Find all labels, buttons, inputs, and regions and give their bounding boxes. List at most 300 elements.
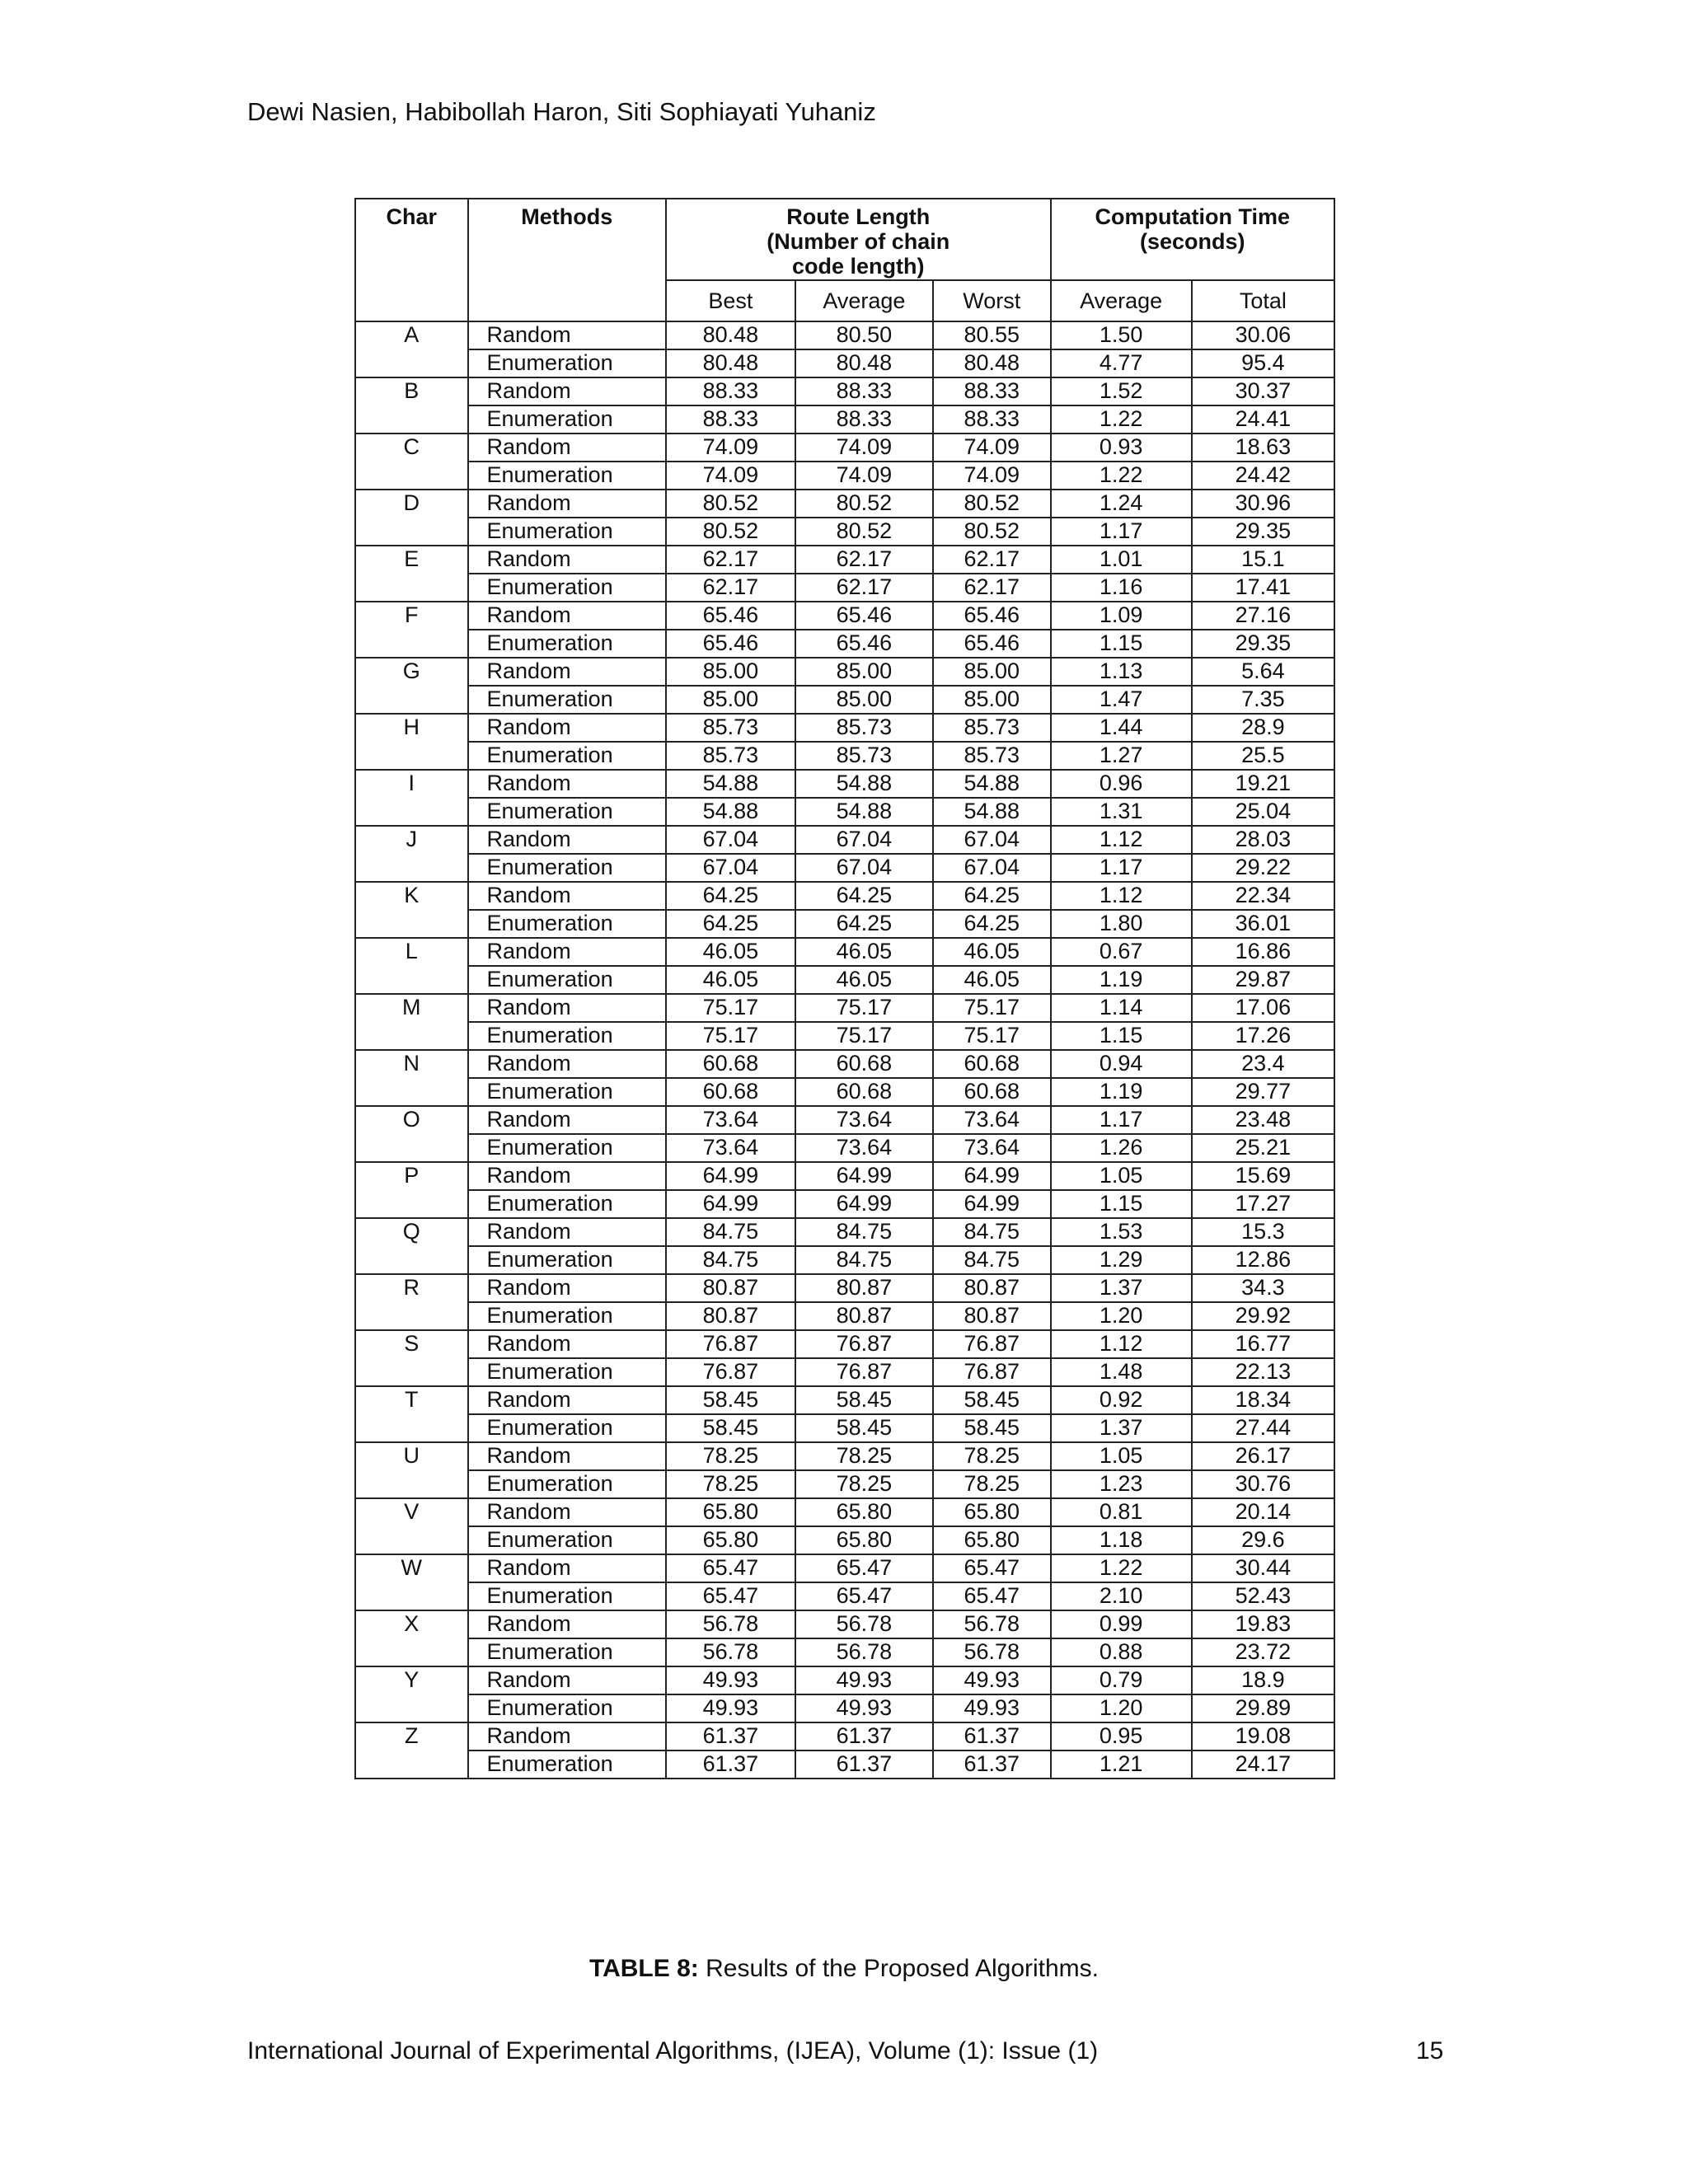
worst-cell: 85.00 xyxy=(933,686,1051,714)
average-cell: 62.17 xyxy=(795,546,933,574)
average-cell: 62.17 xyxy=(795,574,933,602)
time-avg-cell: 1.01 xyxy=(1051,546,1192,574)
method-cell: Enumeration xyxy=(468,518,666,546)
worst-cell: 85.00 xyxy=(933,658,1051,686)
table-row xyxy=(355,546,1334,574)
time-avg-cell: 1.14 xyxy=(1051,994,1192,1022)
time-avg-cell: 0.99 xyxy=(1051,1610,1192,1638)
average-cell: 64.99 xyxy=(795,1190,933,1218)
journal-footer: International Journal of Experimental Algorithms, (IJEA), Volume (1): Issue (1) xyxy=(247,2037,1099,2064)
table-row xyxy=(355,1610,1334,1638)
average-cell: 49.93 xyxy=(795,1666,933,1694)
table-row xyxy=(355,1050,1334,1078)
total-cell: 15.1 xyxy=(1192,546,1334,574)
table-row xyxy=(355,1218,1334,1246)
table-row xyxy=(355,910,1334,938)
worst-cell: 58.45 xyxy=(933,1414,1051,1442)
worst-cell: 80.52 xyxy=(933,518,1051,546)
total-cell: 25.04 xyxy=(1192,798,1334,826)
time-avg-cell: 1.13 xyxy=(1051,658,1192,686)
total-cell: 29.87 xyxy=(1192,966,1334,994)
best-cell: 74.09 xyxy=(666,462,795,490)
best-cell: 65.47 xyxy=(666,1582,795,1610)
worst-cell: 61.37 xyxy=(933,1750,1051,1779)
average-cell: 64.25 xyxy=(795,910,933,938)
worst-cell: 65.47 xyxy=(933,1582,1051,1610)
best-cell: 85.00 xyxy=(666,658,795,686)
table-row xyxy=(355,658,1334,686)
method-cell: Random xyxy=(468,994,666,1022)
method-cell: Random xyxy=(468,321,666,349)
best-cell: 80.48 xyxy=(666,349,795,377)
header-route-length-text: Route Length (Number of chain code length) xyxy=(767,204,950,279)
average-cell: 58.45 xyxy=(795,1386,933,1414)
average-cell: 75.17 xyxy=(795,1022,933,1050)
time-avg-cell: 1.17 xyxy=(1051,854,1192,882)
time-avg-cell: 0.95 xyxy=(1051,1722,1192,1750)
worst-cell: 56.78 xyxy=(933,1638,1051,1666)
table-row xyxy=(355,1694,1334,1722)
table-row xyxy=(355,321,1334,349)
header-computation-time-text: Computation Time (seconds) xyxy=(1095,204,1291,255)
header-route-length xyxy=(666,199,1051,280)
total-cell: 7.35 xyxy=(1192,686,1334,714)
worst-cell: 85.73 xyxy=(933,742,1051,770)
worst-cell: 49.93 xyxy=(933,1694,1051,1722)
best-cell: 85.00 xyxy=(666,686,795,714)
worst-cell: 54.88 xyxy=(933,770,1051,798)
running-header: Dewi Nasien, Habibollah Haron, Siti Sophiayati Yuhaniz xyxy=(247,97,876,126)
time-avg-cell: 1.48 xyxy=(1051,1358,1192,1386)
char-cell: H xyxy=(355,714,468,770)
char-cell: K xyxy=(355,882,468,938)
total-cell: 22.34 xyxy=(1192,882,1334,910)
method-cell: Random xyxy=(468,1554,666,1582)
char-cell: N xyxy=(355,1050,468,1106)
best-cell: 46.05 xyxy=(666,938,795,966)
char-cell: A xyxy=(355,321,468,377)
method-cell: Random xyxy=(468,882,666,910)
time-avg-cell: 1.19 xyxy=(1051,1078,1192,1106)
page-number: 15 xyxy=(1416,2037,1444,2064)
method-cell: Random xyxy=(468,770,666,798)
char-cell: L xyxy=(355,938,468,994)
method-cell: Random xyxy=(468,602,666,630)
average-cell: 64.99 xyxy=(795,1162,933,1190)
best-cell: 80.87 xyxy=(666,1274,795,1302)
table-row xyxy=(355,1386,1334,1414)
method-cell: Enumeration xyxy=(468,1470,666,1498)
average-cell: 46.05 xyxy=(795,966,933,994)
method-cell: Random xyxy=(468,434,666,462)
total-cell: 30.06 xyxy=(1192,321,1334,349)
worst-cell: 84.75 xyxy=(933,1246,1051,1274)
time-avg-cell: 1.37 xyxy=(1051,1414,1192,1442)
total-cell: 17.26 xyxy=(1192,1022,1334,1050)
method-cell: Enumeration xyxy=(468,405,666,434)
time-avg-cell: 1.05 xyxy=(1051,1162,1192,1190)
best-cell: 65.80 xyxy=(666,1498,795,1526)
method-cell: Enumeration xyxy=(468,1358,666,1386)
method-cell: Enumeration xyxy=(468,1022,666,1050)
char-cell: O xyxy=(355,1106,468,1162)
best-cell: 64.99 xyxy=(666,1162,795,1190)
best-cell: 88.33 xyxy=(666,405,795,434)
time-avg-cell: 1.16 xyxy=(1051,574,1192,602)
average-cell: 61.37 xyxy=(795,1750,933,1779)
table-row xyxy=(355,490,1334,518)
time-avg-cell: 4.77 xyxy=(1051,349,1192,377)
time-avg-cell: 1.37 xyxy=(1051,1274,1192,1302)
average-cell: 80.50 xyxy=(795,321,933,349)
table-row xyxy=(355,1246,1334,1274)
method-cell: Enumeration xyxy=(468,854,666,882)
total-cell: 5.64 xyxy=(1192,658,1334,686)
char-cell: M xyxy=(355,994,468,1050)
time-avg-cell: 1.18 xyxy=(1051,1526,1192,1554)
worst-cell: 65.80 xyxy=(933,1498,1051,1526)
total-cell: 19.21 xyxy=(1192,770,1334,798)
table-row xyxy=(355,1722,1334,1750)
method-cell: Random xyxy=(468,1666,666,1694)
table-row xyxy=(355,434,1334,462)
total-cell: 19.08 xyxy=(1192,1722,1334,1750)
method-cell: Random xyxy=(468,1162,666,1190)
time-avg-cell: 0.92 xyxy=(1051,1386,1192,1414)
average-cell: 80.52 xyxy=(795,490,933,518)
total-cell: 19.83 xyxy=(1192,1610,1334,1638)
time-avg-cell: 1.15 xyxy=(1051,630,1192,658)
table-row xyxy=(355,882,1334,910)
time-avg-cell: 1.50 xyxy=(1051,321,1192,349)
average-cell: 80.48 xyxy=(795,349,933,377)
best-cell: 85.73 xyxy=(666,714,795,742)
header-char: Char xyxy=(355,199,468,321)
total-cell: 17.41 xyxy=(1192,574,1334,602)
time-avg-cell: 0.79 xyxy=(1051,1666,1192,1694)
worst-cell: 65.46 xyxy=(933,630,1051,658)
best-cell: 49.93 xyxy=(666,1666,795,1694)
best-cell: 58.45 xyxy=(666,1414,795,1442)
method-cell: Enumeration xyxy=(468,1638,666,1666)
time-avg-cell: 1.12 xyxy=(1051,882,1192,910)
method-cell: Enumeration xyxy=(468,1750,666,1779)
total-cell: 15.69 xyxy=(1192,1162,1334,1190)
total-cell: 30.76 xyxy=(1192,1470,1334,1498)
char-cell: C xyxy=(355,434,468,490)
table-row xyxy=(355,854,1334,882)
worst-cell: 84.75 xyxy=(933,1218,1051,1246)
average-cell: 67.04 xyxy=(795,854,933,882)
worst-cell: 60.68 xyxy=(933,1078,1051,1106)
total-cell: 36.01 xyxy=(1192,910,1334,938)
best-cell: 84.75 xyxy=(666,1218,795,1246)
average-cell: 88.33 xyxy=(795,377,933,405)
time-avg-cell: 0.94 xyxy=(1051,1050,1192,1078)
average-cell: 75.17 xyxy=(795,994,933,1022)
average-cell: 65.46 xyxy=(795,602,933,630)
average-cell: 73.64 xyxy=(795,1134,933,1162)
best-cell: 73.64 xyxy=(666,1134,795,1162)
method-cell: Random xyxy=(468,658,666,686)
worst-cell: 65.80 xyxy=(933,1526,1051,1554)
best-cell: 62.17 xyxy=(666,546,795,574)
best-cell: 64.25 xyxy=(666,882,795,910)
method-cell: Random xyxy=(468,1442,666,1470)
worst-cell: 75.17 xyxy=(933,994,1051,1022)
best-cell: 75.17 xyxy=(666,994,795,1022)
caption-text: Results of the Proposed Algorithms. xyxy=(706,1955,1100,1982)
worst-cell: 80.48 xyxy=(933,349,1051,377)
header-best: Best xyxy=(666,280,795,321)
table-row xyxy=(355,714,1334,742)
table-row xyxy=(355,377,1334,405)
header-time-average: Average xyxy=(1051,280,1192,321)
best-cell: 64.99 xyxy=(666,1190,795,1218)
time-avg-cell: 1.19 xyxy=(1051,966,1192,994)
table-caption xyxy=(0,1955,1688,1983)
table-row xyxy=(355,994,1334,1022)
average-cell: 78.25 xyxy=(795,1470,933,1498)
worst-cell: 80.87 xyxy=(933,1274,1051,1302)
time-avg-cell: 1.17 xyxy=(1051,518,1192,546)
method-cell: Enumeration xyxy=(468,1694,666,1722)
time-avg-cell: 1.26 xyxy=(1051,1134,1192,1162)
best-cell: 67.04 xyxy=(666,854,795,882)
method-cell: Enumeration xyxy=(468,798,666,826)
average-cell: 73.64 xyxy=(795,1106,933,1134)
total-cell: 15.3 xyxy=(1192,1218,1334,1246)
worst-cell: 62.17 xyxy=(933,546,1051,574)
method-cell: Enumeration xyxy=(468,1246,666,1274)
method-cell: Random xyxy=(468,1610,666,1638)
char-cell: Q xyxy=(355,1218,468,1274)
char-cell: X xyxy=(355,1610,468,1666)
table-row xyxy=(355,1162,1334,1190)
worst-cell: 46.05 xyxy=(933,966,1051,994)
table-row xyxy=(355,462,1334,490)
worst-cell: 88.33 xyxy=(933,377,1051,405)
char-cell: T xyxy=(355,1386,468,1442)
total-cell: 26.17 xyxy=(1192,1442,1334,1470)
total-cell: 24.17 xyxy=(1192,1750,1334,1779)
total-cell: 27.44 xyxy=(1192,1414,1334,1442)
average-cell: 65.47 xyxy=(795,1582,933,1610)
total-cell: 30.37 xyxy=(1192,377,1334,405)
header-total: Total xyxy=(1192,280,1334,321)
best-cell: 74.09 xyxy=(666,434,795,462)
average-cell: 67.04 xyxy=(795,826,933,854)
average-cell: 80.52 xyxy=(795,518,933,546)
best-cell: 58.45 xyxy=(666,1386,795,1414)
table-row xyxy=(355,1414,1334,1442)
char-cell: Z xyxy=(355,1722,468,1779)
char-cell: V xyxy=(355,1498,468,1554)
time-avg-cell: 1.20 xyxy=(1051,1694,1192,1722)
worst-cell: 54.88 xyxy=(933,798,1051,826)
total-cell: 18.63 xyxy=(1192,434,1334,462)
total-cell: 25.21 xyxy=(1192,1134,1334,1162)
best-cell: 61.37 xyxy=(666,1750,795,1779)
total-cell: 95.4 xyxy=(1192,349,1334,377)
time-avg-cell: 1.09 xyxy=(1051,602,1192,630)
total-cell: 18.9 xyxy=(1192,1666,1334,1694)
table-row xyxy=(355,1078,1334,1106)
worst-cell: 67.04 xyxy=(933,854,1051,882)
time-avg-cell: 1.22 xyxy=(1051,1554,1192,1582)
method-cell: Random xyxy=(468,1386,666,1414)
best-cell: 67.04 xyxy=(666,826,795,854)
worst-cell: 64.99 xyxy=(933,1190,1051,1218)
header-worst: Worst xyxy=(933,280,1051,321)
method-cell: Random xyxy=(468,377,666,405)
time-avg-cell: 0.67 xyxy=(1051,938,1192,966)
char-cell: B xyxy=(355,377,468,434)
total-cell: 18.34 xyxy=(1192,1386,1334,1414)
best-cell: 54.88 xyxy=(666,770,795,798)
time-avg-cell: 1.22 xyxy=(1051,462,1192,490)
best-cell: 84.75 xyxy=(666,1246,795,1274)
best-cell: 78.25 xyxy=(666,1442,795,1470)
time-avg-cell: 1.29 xyxy=(1051,1246,1192,1274)
char-cell: U xyxy=(355,1442,468,1498)
worst-cell: 80.55 xyxy=(933,321,1051,349)
method-cell: Enumeration xyxy=(468,630,666,658)
table-row xyxy=(355,1666,1334,1694)
method-cell: Enumeration xyxy=(468,462,666,490)
method-cell: Enumeration xyxy=(468,1078,666,1106)
average-cell: 65.80 xyxy=(795,1526,933,1554)
best-cell: 80.52 xyxy=(666,490,795,518)
time-avg-cell: 2.10 xyxy=(1051,1582,1192,1610)
worst-cell: 56.78 xyxy=(933,1610,1051,1638)
table-row xyxy=(355,770,1334,798)
char-cell: J xyxy=(355,826,468,882)
worst-cell: 49.93 xyxy=(933,1666,1051,1694)
method-cell: Enumeration xyxy=(468,1302,666,1330)
total-cell: 24.42 xyxy=(1192,462,1334,490)
method-cell: Enumeration xyxy=(468,966,666,994)
table-row xyxy=(355,938,1334,966)
table-row xyxy=(355,1274,1334,1302)
time-avg-cell: 1.53 xyxy=(1051,1218,1192,1246)
worst-cell: 64.25 xyxy=(933,882,1051,910)
total-cell: 23.48 xyxy=(1192,1106,1334,1134)
method-cell: Random xyxy=(468,1050,666,1078)
average-cell: 56.78 xyxy=(795,1610,933,1638)
total-cell: 30.44 xyxy=(1192,1554,1334,1582)
table-row xyxy=(355,630,1334,658)
worst-cell: 46.05 xyxy=(933,938,1051,966)
best-cell: 56.78 xyxy=(666,1610,795,1638)
best-cell: 60.68 xyxy=(666,1078,795,1106)
total-cell: 17.27 xyxy=(1192,1190,1334,1218)
total-cell: 20.14 xyxy=(1192,1498,1334,1526)
average-cell: 76.87 xyxy=(795,1358,933,1386)
table-row xyxy=(355,405,1334,434)
best-cell: 54.88 xyxy=(666,798,795,826)
time-avg-cell: 1.23 xyxy=(1051,1470,1192,1498)
table-row xyxy=(355,686,1334,714)
average-cell: 85.73 xyxy=(795,714,933,742)
method-cell: Enumeration xyxy=(468,742,666,770)
worst-cell: 65.46 xyxy=(933,602,1051,630)
average-cell: 74.09 xyxy=(795,434,933,462)
worst-cell: 80.87 xyxy=(933,1302,1051,1330)
table-row xyxy=(355,1638,1334,1666)
method-cell: Enumeration xyxy=(468,1526,666,1554)
total-cell: 27.16 xyxy=(1192,602,1334,630)
table-row xyxy=(355,1582,1334,1610)
worst-cell: 62.17 xyxy=(933,574,1051,602)
method-cell: Random xyxy=(468,826,666,854)
worst-cell: 67.04 xyxy=(933,826,1051,854)
time-avg-cell: 1.05 xyxy=(1051,1442,1192,1470)
worst-cell: 73.64 xyxy=(933,1106,1051,1134)
average-cell: 80.87 xyxy=(795,1302,933,1330)
method-cell: Enumeration xyxy=(468,1134,666,1162)
average-cell: 88.33 xyxy=(795,405,933,434)
table-row xyxy=(355,349,1334,377)
average-cell: 84.75 xyxy=(795,1218,933,1246)
average-cell: 46.05 xyxy=(795,938,933,966)
table-row xyxy=(355,1554,1334,1582)
average-cell: 85.73 xyxy=(795,742,933,770)
total-cell: 29.92 xyxy=(1192,1302,1334,1330)
worst-cell: 76.87 xyxy=(933,1330,1051,1358)
method-cell: Enumeration xyxy=(468,686,666,714)
average-cell: 65.46 xyxy=(795,630,933,658)
worst-cell: 78.25 xyxy=(933,1470,1051,1498)
table-row xyxy=(355,1442,1334,1470)
table-row xyxy=(355,966,1334,994)
average-cell: 61.37 xyxy=(795,1722,933,1750)
time-avg-cell: 0.96 xyxy=(1051,770,1192,798)
average-cell: 85.00 xyxy=(795,658,933,686)
table-row xyxy=(355,1330,1334,1358)
table-body xyxy=(355,321,1334,1779)
worst-cell: 74.09 xyxy=(933,462,1051,490)
time-avg-cell: 1.15 xyxy=(1051,1022,1192,1050)
char-cell: E xyxy=(355,546,468,602)
worst-cell: 61.37 xyxy=(933,1722,1051,1750)
total-cell: 29.35 xyxy=(1192,518,1334,546)
best-cell: 65.46 xyxy=(666,630,795,658)
total-cell: 25.5 xyxy=(1192,742,1334,770)
table-row xyxy=(355,1134,1334,1162)
time-avg-cell: 1.21 xyxy=(1051,1750,1192,1779)
worst-cell: 88.33 xyxy=(933,405,1051,434)
time-avg-cell: 1.22 xyxy=(1051,405,1192,434)
total-cell: 28.03 xyxy=(1192,826,1334,854)
table-row xyxy=(355,742,1334,770)
average-cell: 65.47 xyxy=(795,1554,933,1582)
average-cell: 60.68 xyxy=(795,1050,933,1078)
method-cell: Random xyxy=(468,1498,666,1526)
time-avg-cell: 1.47 xyxy=(1051,686,1192,714)
average-cell: 58.45 xyxy=(795,1414,933,1442)
table-row xyxy=(355,1022,1334,1050)
time-avg-cell: 0.93 xyxy=(1051,434,1192,462)
total-cell: 28.9 xyxy=(1192,714,1334,742)
worst-cell: 85.73 xyxy=(933,714,1051,742)
average-cell: 80.87 xyxy=(795,1274,933,1302)
best-cell: 85.73 xyxy=(666,742,795,770)
worst-cell: 64.99 xyxy=(933,1162,1051,1190)
method-cell: Enumeration xyxy=(468,1190,666,1218)
best-cell: 75.17 xyxy=(666,1022,795,1050)
average-cell: 76.87 xyxy=(795,1330,933,1358)
